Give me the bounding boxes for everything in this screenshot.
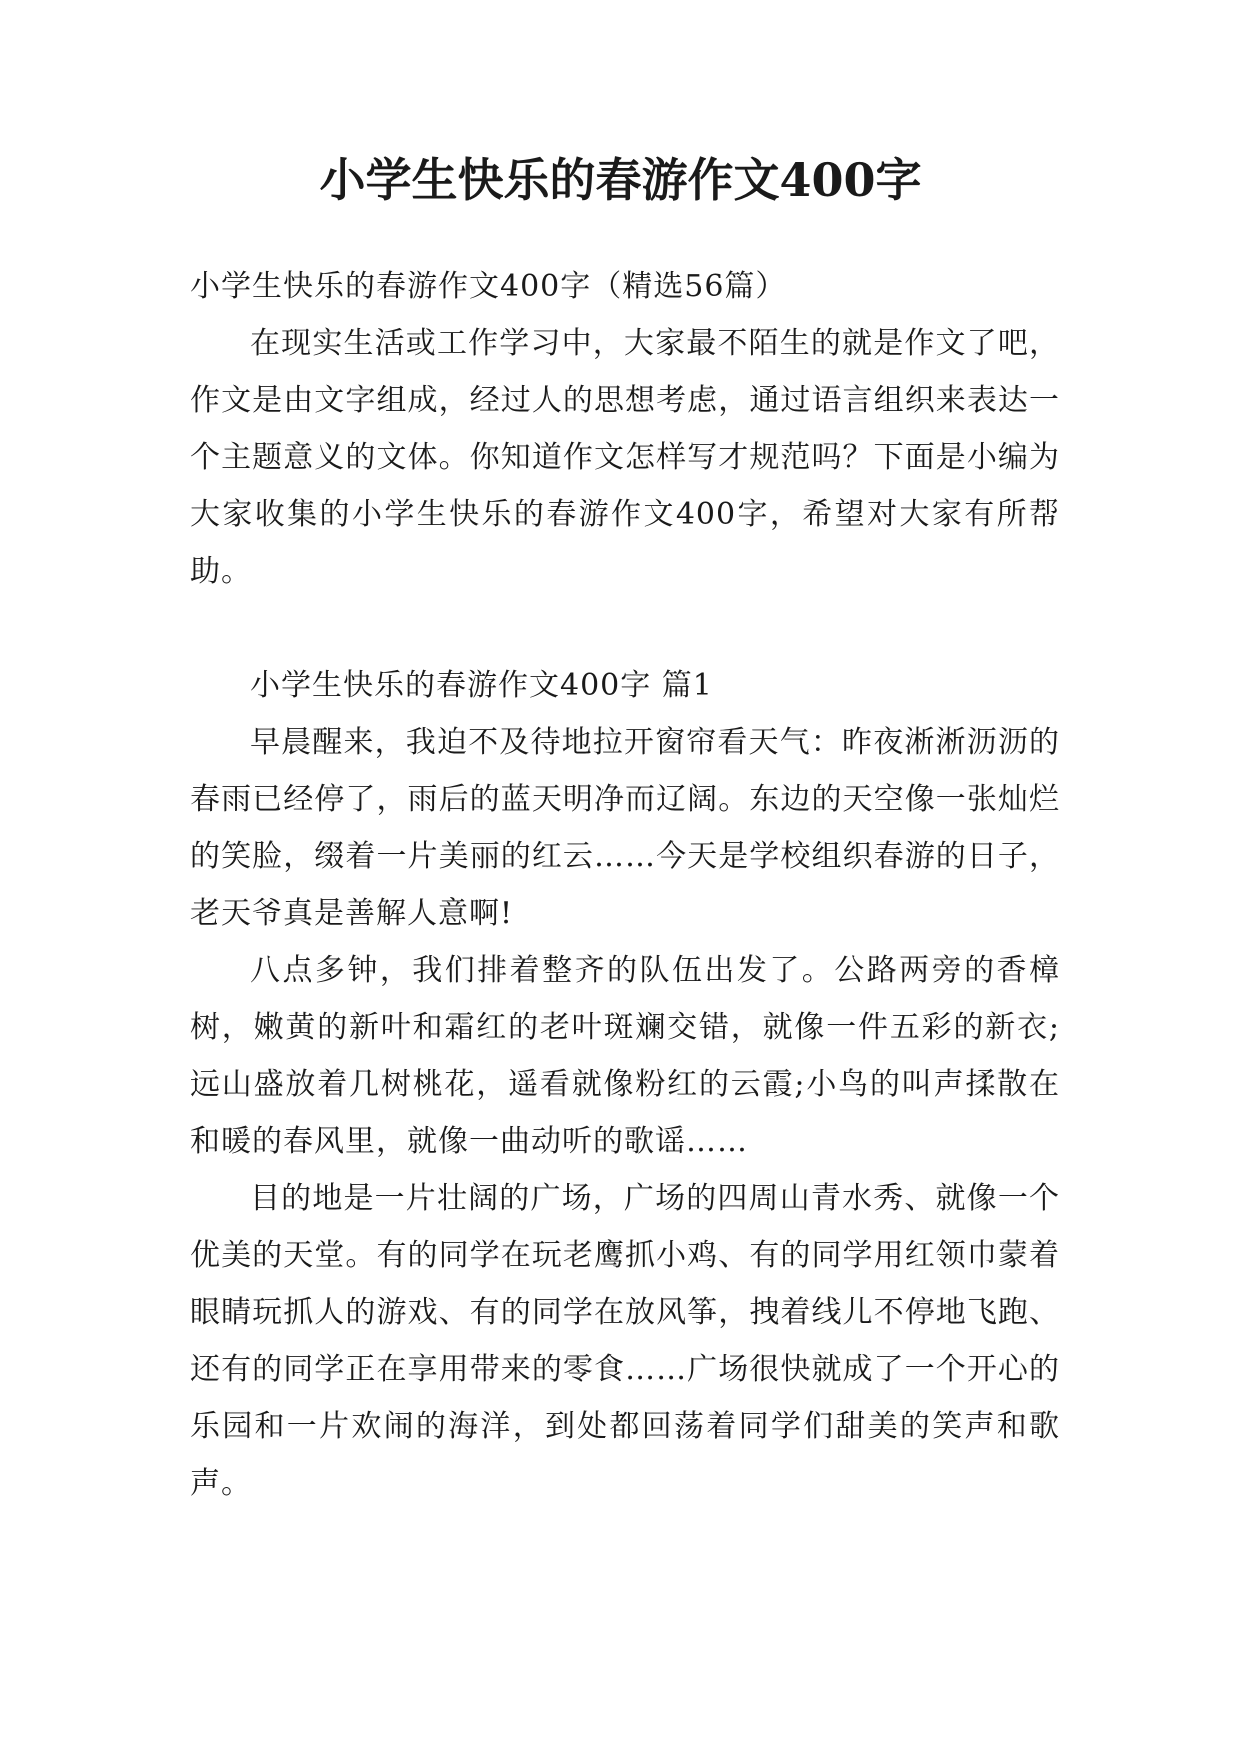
section-spacer <box>190 600 1060 657</box>
body-paragraph-1: 早晨醒来，我迫不及待地拉开窗帘看天气：昨夜淅淅沥沥的春雨已经停了，雨后的蓝天明净而辽阔。东边的天空像一张灿烂的笑脸，缀着一片美丽的红云……今天是学校组织春游的日子，老天爷真是善解人意啊! <box>190 725 1060 931</box>
body-paragraph-3: 目的地是一片壮阔的广场，广场的四周山青水秀、就像一个优美的天堂。有的同学在玩老鹰抓小鸡、有的同学用红领巾蒙着眼睛玩抓人的游戏、有的同学在放风筝，拽着线儿不停地飞跑、还有的同学正在享用带来的零食……广场很快就成了一个开心的乐园和一片欢闹的海洋，到处都回荡着同学们甜美的笑声和歌声。 <box>190 1181 1060 1501</box>
body-paragraph-2: 八点多钟，我们排着整齐的队伍出发了。公路两旁的香樟树，嫩黄的新叶和霜红的老叶斑斓交错，就像一件五彩的新衣;远山盛放着几树桃花，遥看就像粉红的云霞;小鸟的叫声揉散在和暖的春风里，就像一曲动听的歌谣…… <box>190 953 1060 1159</box>
chapter-heading: 小学生快乐的春游作文400字 篇1 <box>250 668 713 703</box>
document-body <box>190 258 1060 1512</box>
document-title: 小学生快乐的春游作文400字 <box>319 153 922 207</box>
document-subtitle: 小学生快乐的春游作文400字（精选56篇） <box>190 269 787 304</box>
intro-paragraph: 在现实生活或工作学习中，大家最不陌生的就是作文了吧，作文是由文字组成，经过人的思想考虑，通过语言组织来表达一个主题意义的文体。你知道作文怎样写才规范吗？下面是小编为大家收集的小学生快乐的春游作文400字，希望对大家有所帮助。 <box>190 326 1060 589</box>
